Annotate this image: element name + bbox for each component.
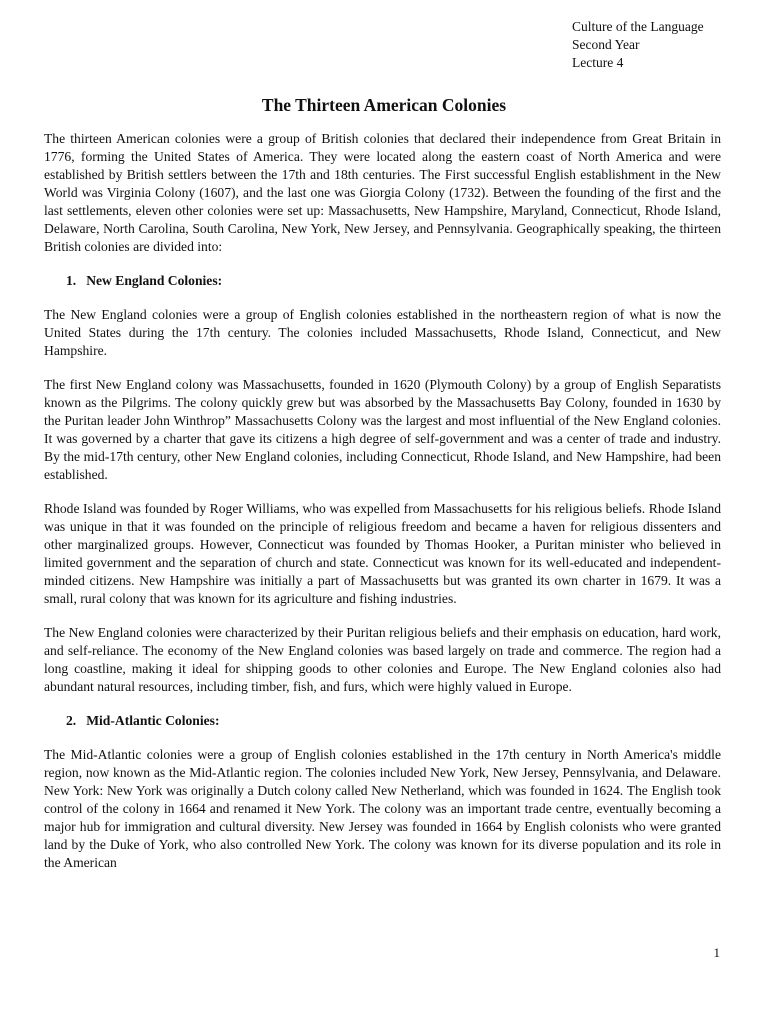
section-heading-new-england bbox=[66, 272, 721, 290]
lecture-number: Lecture 4 bbox=[572, 55, 624, 70]
course-header bbox=[572, 18, 704, 72]
section-heading-mid-atlantic bbox=[66, 712, 721, 730]
paragraph: The New England colonies were characterized by their Puritan religious beliefs and their emphasis on education, hard work, and self-reliance. The economy of the New England colonies was based largely on trade and commerce. The region had a long coastline, making it ideal for shipping goods to other colonies and Europe. The New England colonies also had abundant natural resources, including timber, fish, and furs, which were highly valued in Europe. bbox=[44, 625, 721, 694]
paragraph: The New England colonies were a group of English colonies established in the northeastern region of what is now the United States during the 17th century. The colonies included Massachusetts, Rhode Island, Connecticut, and New Hampshire. bbox=[44, 307, 721, 358]
section-number: 2. bbox=[66, 713, 77, 728]
paragraph: The Mid-Atlantic colonies were a group of English colonies established in the 17th century in North America's middle region, now known as the Mid-Atlantic region. The colonies included New York, New Jersey, Pennsylvania, and Delaware. New York: New York was originally a Dutch colony called New Netherland, which was founded in 1624. The English took control of the colony in 1664 and renamed it New York. The colony was an important trade centre, eventually becoming a major hub for immigration and cultural diversity. New Jersey was founded in 1664 by English colonists who were granted land by the Duke of York, who also controlled New York. The colony was known for its diverse population and its role in the American bbox=[44, 747, 721, 870]
section-number: 1. bbox=[66, 273, 77, 288]
section-title: Mid-Atlantic Colonies: bbox=[86, 713, 220, 728]
page-title: The Thirteen American Colonies bbox=[261, 95, 507, 115]
document-body bbox=[44, 130, 721, 888]
paragraph: The first New England colony was Massachusetts, founded in 1620 (Plymouth Colony) by a group of English Separatists known as the Pilgrims. The colony quickly grew but was absorbed by the Massachusetts Bay Colony, founded in 1630 by the Puritan leader John Winthrop” Massachusetts Colony was the largest and most influential of the New England colonies. It was governed by a charter that gave its citizens a high degree of self-government and was a center of trade and industry. By the mid-17th century, other New England colonies, including Connecticut, Rhode Island, and New Hampshire, had been established. bbox=[44, 377, 721, 482]
page-number: 1 bbox=[713, 945, 720, 960]
section-title: New England Colonies: bbox=[86, 273, 223, 288]
course-name: Culture of the Language bbox=[572, 19, 704, 34]
course-year: Second Year bbox=[572, 37, 640, 52]
intro-paragraph: The thirteen American colonies were a group of British colonies that declared their independence from Great Britain in 1776, forming the United States of America. They were located along the eastern coast of North America and were established by British settlers between the 17th and 18th centuries. The First successful English establishment in the New World was Virginia Colony (1607), and the last one was Giorgia Colony (1732). Between the founding of the first and the last settlements, eleven other colonies were set up: Massachusetts, New Hampshire, Maryland, Connecticut, Rhode Island, Delaware, North Carolina, South Carolina, New York, New Jersey, and Pennsylvania. Geographically speaking, the thirteen British colonies are divided into: bbox=[44, 131, 721, 254]
paragraph: Rhode Island was founded by Roger Williams, who was expelled from Massachusetts for his religious beliefs. Rhode Island was unique in that it was founded on the principle of religious freedom and became a haven for religious dissenters and other marginalized groups. However, Connecticut was founded by Thomas Hooker, a Puritan minister who believed in limited government and the separation of church and state. Connecticut was known for its well-educated and independent-minded citizens. New Hampshire was initially a part of Massachusetts but was granted its own charter in 1679. It was a small, rural colony that was known for its agriculture and fishing industries. bbox=[44, 501, 721, 606]
